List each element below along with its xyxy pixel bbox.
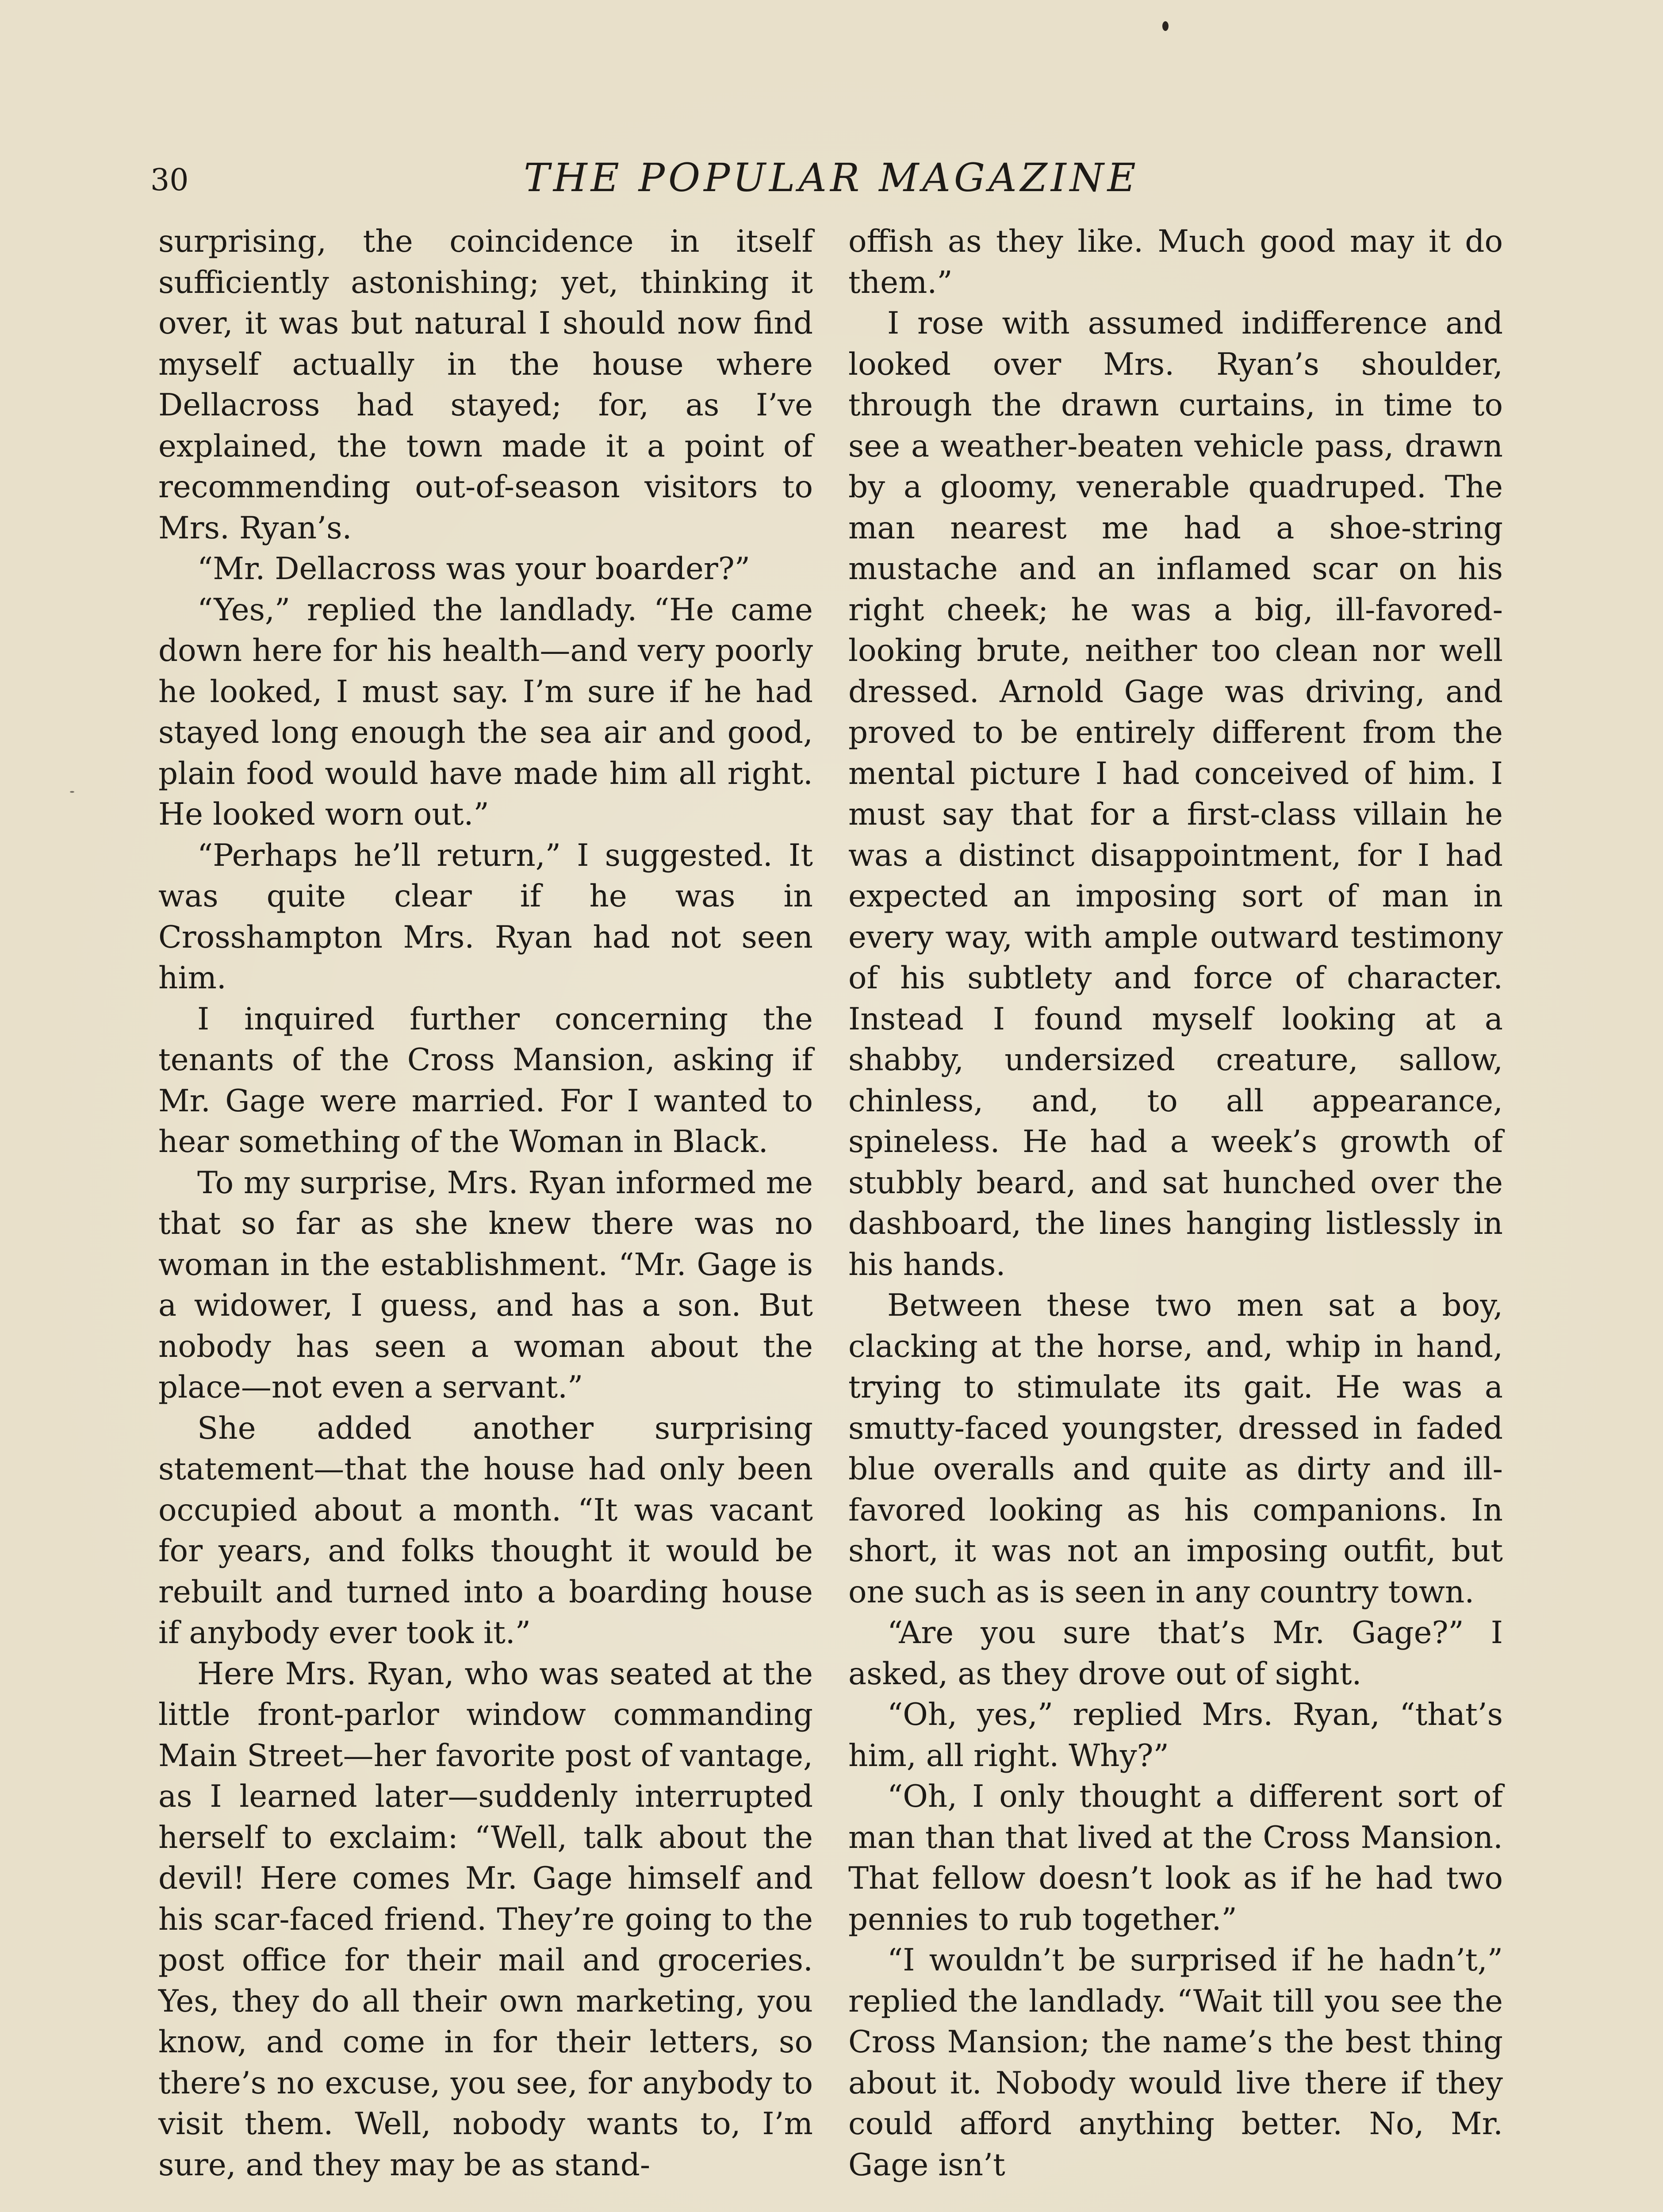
paragraph: She added another surprising statement—that the house had only been occupied about a month. “It was vacant for years, and folks thought it would be rebuilt and turned into a boarding house if anybody ever took it.” bbox=[158, 1410, 813, 1651]
right-column bbox=[848, 221, 1503, 2185]
paragraph: “Yes,” replied the landlady. “He came down here for his health—and very poorly he looked, I must say. I’m sure if he had stayed long enough the sea air and good, plain food would have made him all right. He looked worn out.” bbox=[158, 592, 813, 832]
paragraph: I rose with assumed indifference and looked over Mrs. Ryan’s shoulder, through the drawn curtains, in time to see a weather-beaten vehicle pass, drawn by a gloomy, venerable quadruped. The man nearest me had a shoe-string mustache and an inflamed scar on his right cheek; he was a big, ill-favored-looking brute, neither too clean nor well dressed. Arnold Gage was driving, and proved to be entirely different from the mental picture I had conceived of him. I must say that for a first-class villain he was a distinct disappointment, for I had expected an imposing sort of man in every way, with ample outward testimony of his subtlety and force of character. Instead I found myself looking at a shabby, undersized creature, sallow, chinless, and, to all appearance, spineless. He had a week’s growth of stubbly beard, and sat hunched over the dashboard, the lines hanging listlessly in his hands. bbox=[848, 306, 1503, 1283]
paragraph: “Are you sure that’s Mr. Gage?” I asked, as they drove out of sight. bbox=[848, 1615, 1503, 1692]
paragraph: To my surprise, Mrs. Ryan informed me that so far as she knew there was no woman in the establishment. “Mr. Gage is a widower, I guess, and has a son. But nobody has seen a woman about the place—not even a servant.” bbox=[158, 1165, 813, 1405]
left-column bbox=[158, 221, 813, 2185]
magazine-title: THE POPULAR MAGAZINE bbox=[524, 155, 1139, 200]
paragraph: Between these two men sat a boy, clacking at the horse, and, whip in hand, trying to stimulate its gait. He was a smutty-faced youngster, dressed in faded blue overalls and quite as dirty and ill-favored looking as his companions. In short, it was not an imposing outfit, but one such as is seen in any country town. bbox=[848, 1288, 1503, 1610]
paragraph: “I wouldn’t be surprised if he hadn’t,” replied the landlady. “Wait till you see the Cross Mansion; the name’s the best thing about it. Nobody would live there if they could afford anything better. No, Mr. Gage isn’t bbox=[848, 1943, 1503, 2183]
page-number: 30 bbox=[150, 163, 189, 198]
paragraph: “Mr. Dellacross was your boarder?” bbox=[197, 551, 751, 587]
paragraph: “Oh, I only thought a different sort of man than that lived at the Cross Mansion. That fellow doesn’t look as if he had two pennies to rub together.” bbox=[848, 1779, 1503, 1937]
page-header bbox=[150, 146, 1513, 212]
paragraph: offish as they like. Much good may it do them.” bbox=[848, 224, 1503, 300]
paragraph: “Perhaps he’ll return,” I suggested. It was quite clear if he was in Crosshampton Mrs. Ryan had not seen him. bbox=[158, 837, 813, 996]
paragraph: “Oh, yes,” replied Mrs. Ryan, “that’s him, all right. Why?” bbox=[848, 1697, 1503, 1774]
ink-speck-top bbox=[1162, 21, 1169, 31]
paragraph: Here Mrs. Ryan, who was seated at the little front-parlor window commanding Main Street—her favorite post of vantage, as I learned later—suddenly interrupted herself to exclaim: “Well, talk about the devil! Here comes Mr. Gage himself and his scar-faced friend. They’re going to the post office for their mail and groceries. Yes, they do all their own marketing, you know, and come in for their letters, so there’s no excuse, you see, for anybody to visit them. Well, nobody wants to, I’m sure, and they may be as stand- bbox=[158, 1656, 813, 2183]
ink-speck-left bbox=[70, 791, 74, 793]
paragraph: surprising, the coincidence in itself sufficiently astonishing; yet, thinking it over, it was but natural I should now find myself actually in the house where Dellacross had stayed; for, as I’ve explained, the town made it a point of recommending out-of-season visitors to Mrs. Ryan’s. bbox=[158, 224, 813, 546]
paragraph: I inquired further concerning the tenants of the Cross Mansion, asking if Mr. Gage were married. For I wanted to hear something of the Woman in Black. bbox=[158, 1001, 813, 1160]
